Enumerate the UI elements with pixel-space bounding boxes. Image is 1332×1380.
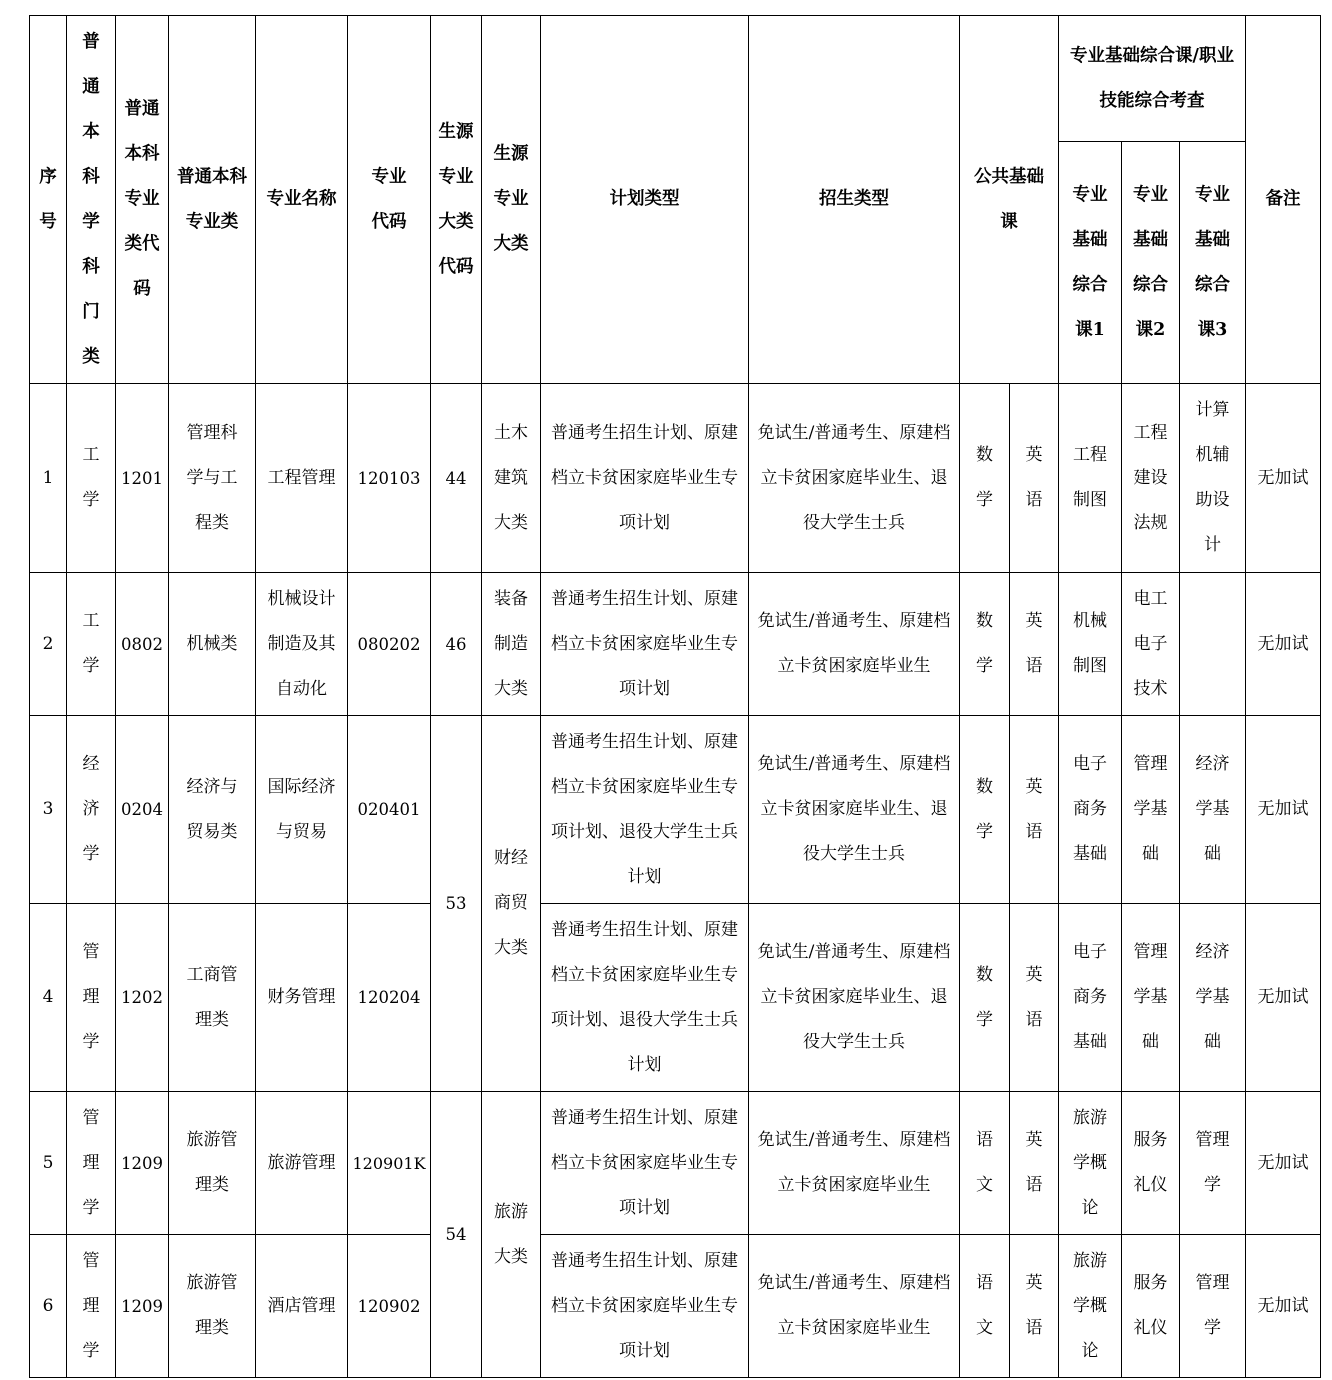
cell-major-class: 旅游管理类: [169, 1235, 256, 1378]
cell-major: 财务管理: [256, 904, 348, 1092]
cell-pub2: 英语: [1010, 1235, 1059, 1378]
cell-course2: 管理学基础: [1122, 716, 1180, 904]
cell-major: 国际经济与贸易: [256, 716, 348, 904]
cell-pub2: 英语: [1010, 573, 1059, 716]
cell-remark: 无加试: [1246, 904, 1321, 1092]
cell-discipline: 管理学: [67, 1092, 116, 1235]
cell-code: 120204: [348, 904, 431, 1092]
cell-discipline: 工学: [67, 573, 116, 716]
cell-enroll: 免试生/普通考生、原建档立卡贫困家庭毕业生、退役大学生士兵: [749, 716, 960, 904]
table-row: [30, 573, 1321, 716]
cell-major-class: 管理科学与工程类: [169, 384, 256, 573]
header-discipline: 普通本科学科门类: [67, 16, 116, 384]
cell-pub2: 英语: [1010, 384, 1059, 573]
header-major-code: 专业代码: [348, 16, 431, 384]
header-plan-type: 计划类型: [541, 16, 749, 384]
cell-course3: 经济学基础: [1180, 716, 1246, 904]
cell-course3: [1180, 573, 1246, 716]
cell-discipline: 工学: [67, 384, 116, 573]
cell-class-code: 1202: [116, 904, 169, 1092]
cell-src-code: 44: [431, 384, 482, 573]
header-seq: 序号: [30, 16, 67, 384]
cell-course3: 管理学: [1180, 1092, 1246, 1235]
cell-seq: 4: [30, 904, 67, 1092]
cell-code: 120902: [348, 1235, 431, 1378]
cell-course2: 电工电子技术: [1122, 573, 1180, 716]
cell-major: 旅游管理: [256, 1092, 348, 1235]
table-row: [30, 904, 1321, 1092]
admission-table: [29, 15, 1321, 1378]
cell-pub2: 英语: [1010, 1092, 1059, 1235]
header-course1: 专业基础综合课1: [1059, 142, 1122, 384]
cell-enroll: 免试生/普通考生、原建档立卡贫困家庭毕业生: [749, 1092, 960, 1235]
cell-course2: 管理学基础: [1122, 904, 1180, 1092]
cell-src-cat: 装备制造大类: [482, 573, 541, 716]
cell-remark: 无加试: [1246, 1235, 1321, 1378]
cell-remark: 无加试: [1246, 1092, 1321, 1235]
cell-code: 120103: [348, 384, 431, 573]
cell-seq: 3: [30, 716, 67, 904]
header-course3: 专业基础综合课3: [1180, 142, 1246, 384]
cell-discipline: 管理学: [67, 1235, 116, 1378]
cell-enroll: 免试生/普通考生、原建档立卡贫困家庭毕业生、退役大学生士兵: [749, 904, 960, 1092]
cell-remark: 无加试: [1246, 716, 1321, 904]
cell-course1: 电子商务基础: [1059, 716, 1122, 904]
header-major-name: 专业名称: [256, 16, 348, 384]
cell-pub1: 数学: [960, 904, 1010, 1092]
cell-code: 020401: [348, 716, 431, 904]
cell-discipline: 管理学: [67, 904, 116, 1092]
cell-course3: 管理学: [1180, 1235, 1246, 1378]
cell-major: 酒店管理: [256, 1235, 348, 1378]
cell-enroll: 免试生/普通考生、原建档立卡贫困家庭毕业生: [749, 1235, 960, 1378]
cell-remark: 无加试: [1246, 573, 1321, 716]
cell-course2: 服务礼仪: [1122, 1092, 1180, 1235]
cell-major-class: 工商管理类: [169, 904, 256, 1092]
header-major-class: 普通本科专业类: [169, 16, 256, 384]
cell-plan: 普通考生招生计划、原建档立卡贫困家庭毕业生专项计划: [541, 573, 749, 716]
cell-pub2: 英语: [1010, 716, 1059, 904]
cell-course1: 旅游学概论: [1059, 1235, 1122, 1378]
cell-pub1: 数学: [960, 384, 1010, 573]
cell-plan: 普通考生招生计划、原建档立卡贫困家庭毕业生专项计划: [541, 1092, 749, 1235]
cell-code: 120901K: [348, 1092, 431, 1235]
cell-major: 机械设计制造及其自动化: [256, 573, 348, 716]
cell-src-code: 46: [431, 573, 482, 716]
cell-plan: 普通考生招生计划、原建档立卡贫困家庭毕业生专项计划、退役大学生士兵计划: [541, 716, 749, 904]
cell-seq: 2: [30, 573, 67, 716]
cell-src-code: 54: [431, 1092, 482, 1378]
cell-major-class: 经济与贸易类: [169, 716, 256, 904]
header-public-course: 公共基础课: [960, 16, 1059, 384]
cell-course2: 服务礼仪: [1122, 1235, 1180, 1378]
cell-seq: 6: [30, 1235, 67, 1378]
cell-enroll: 免试生/普通考生、原建档立卡贫困家庭毕业生: [749, 573, 960, 716]
table-row: [30, 384, 1321, 573]
cell-major-class: 旅游管理类: [169, 1092, 256, 1235]
cell-course1: 电子商务基础: [1059, 904, 1122, 1092]
header-source-cat: 生源专业大类: [482, 16, 541, 384]
cell-remark: 无加试: [1246, 384, 1321, 573]
header-source-cat-code: 生源专业大类代码: [431, 16, 482, 384]
cell-course1: 旅游学概论: [1059, 1092, 1122, 1235]
table-row: [30, 716, 1321, 904]
header-major-class-code: 普通本科专业类代码: [116, 16, 169, 384]
cell-pub1: 语文: [960, 1092, 1010, 1235]
cell-src-cat: 旅游大类: [482, 1092, 541, 1378]
cell-plan: 普通考生招生计划、原建档立卡贫困家庭毕业生专项计划: [541, 1235, 749, 1378]
cell-pub1: 语文: [960, 1235, 1010, 1378]
cell-course1: 机械制图: [1059, 573, 1122, 716]
cell-discipline: 经济学: [67, 716, 116, 904]
cell-class-code: 1209: [116, 1092, 169, 1235]
cell-pub2: 英语: [1010, 904, 1059, 1092]
cell-plan: 普通考生招生计划、原建档立卡贫困家庭毕业生专项计划、退役大学生士兵计划: [541, 904, 749, 1092]
cell-course1: 工程制图: [1059, 384, 1122, 573]
cell-src-cat: 土木建筑大类: [482, 384, 541, 573]
cell-pub1: 数学: [960, 573, 1010, 716]
cell-course3: 经济学基础: [1180, 904, 1246, 1092]
cell-class-code: 0802: [116, 573, 169, 716]
cell-src-code: 53: [431, 716, 482, 1092]
cell-class-code: 1201: [116, 384, 169, 573]
header-specialty-group: 专业基础综合课/职业技能综合考查: [1059, 16, 1246, 142]
cell-plan: 普通考生招生计划、原建档立卡贫困家庭毕业生专项计划: [541, 384, 749, 573]
cell-pub1: 数学: [960, 716, 1010, 904]
cell-major-class: 机械类: [169, 573, 256, 716]
cell-seq: 1: [30, 384, 67, 573]
header-enroll-type: 招生类型: [749, 16, 960, 384]
cell-major: 工程管理: [256, 384, 348, 573]
cell-enroll: 免试生/普通考生、原建档立卡贫困家庭毕业生、退役大学生士兵: [749, 384, 960, 573]
cell-code: 080202: [348, 573, 431, 716]
header-course2: 专业基础综合课2: [1122, 142, 1180, 384]
header-remark: 备注: [1246, 16, 1321, 384]
cell-src-cat: 财经商贸大类: [482, 716, 541, 1092]
cell-class-code: 1209: [116, 1235, 169, 1378]
table-row: [30, 1235, 1321, 1378]
cell-course3: 计算机辅助设计: [1180, 384, 1246, 573]
table-row: [30, 1092, 1321, 1235]
cell-course2: 工程建设法规: [1122, 384, 1180, 573]
cell-class-code: 0204: [116, 716, 169, 904]
cell-seq: 5: [30, 1092, 67, 1235]
